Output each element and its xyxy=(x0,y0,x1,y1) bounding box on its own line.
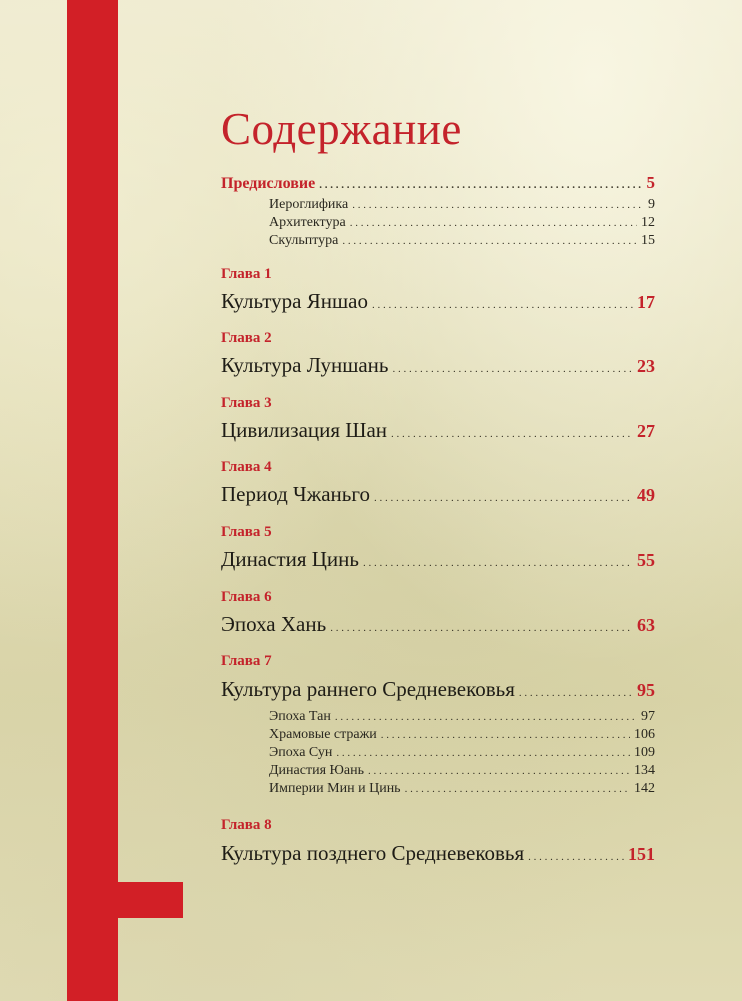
chapter-title: Цивилизация Шан xyxy=(221,418,388,442)
dot-leader xyxy=(335,711,637,723)
chapter-label: Глава 5 xyxy=(221,524,272,540)
chapter-label: Глава 7 xyxy=(221,653,272,669)
toc-subentry[interactable] xyxy=(269,709,655,725)
chapter-label: Глава 3 xyxy=(221,395,272,411)
toc-subentry-label: Скульптура xyxy=(269,233,339,248)
toc-subentry-label: Иероглифика xyxy=(269,197,349,212)
chapter-title: Культура Яншао xyxy=(221,289,368,313)
red-horizontal-bar xyxy=(67,882,183,918)
toc-page-number: 109 xyxy=(634,745,655,760)
toc-page-number: 151 xyxy=(628,844,655,864)
dot-leader xyxy=(352,199,644,211)
toc-page-number: 15 xyxy=(641,233,655,248)
dot-leader xyxy=(363,557,633,569)
toc-subentry[interactable] xyxy=(269,233,655,249)
toc-subentry[interactable] xyxy=(269,745,655,761)
toc-page-number: 5 xyxy=(646,173,655,192)
toc-subentry-label: Архитектура xyxy=(269,215,346,230)
toc-entry-chapter-7[interactable] xyxy=(221,677,655,702)
dot-leader xyxy=(405,783,630,795)
toc-subentry-label: Храмовые стражи xyxy=(269,727,377,742)
dot-leader xyxy=(374,492,633,504)
chapter-title: Культура раннего Средневековья xyxy=(221,677,515,701)
dot-leader xyxy=(391,428,633,440)
toc-page-number: 63 xyxy=(637,615,655,635)
toc-page-number: 106 xyxy=(634,727,655,742)
toc-entry-preface[interactable] xyxy=(221,173,655,193)
toc-page-number: 12 xyxy=(641,215,655,230)
red-vertical-bar xyxy=(67,0,118,1001)
toc-entry-chapter-8[interactable] xyxy=(221,841,655,866)
toc-subentry-label: Эпоха Сун xyxy=(269,745,333,760)
dot-leader xyxy=(381,729,630,741)
toc-page-number: 55 xyxy=(637,550,655,570)
toc-page-number: 142 xyxy=(634,781,655,796)
chapter-title: Культура Луншань xyxy=(221,353,389,377)
toc-page-number: 134 xyxy=(634,763,655,778)
chapter-title: Эпоха Хань xyxy=(221,612,327,636)
dot-leader xyxy=(393,363,634,375)
chapter-label: Глава 1 xyxy=(221,266,272,282)
toc-subentry-label: Эпоха Тан xyxy=(269,709,331,724)
toc-page-number: 17 xyxy=(637,292,655,312)
chapter-label: Глава 8 xyxy=(221,817,272,833)
dot-leader xyxy=(372,299,633,311)
chapter-label: Глава 2 xyxy=(221,330,272,346)
dot-leader xyxy=(336,747,630,759)
toc-page-number: 97 xyxy=(641,709,655,724)
toc-subentry[interactable] xyxy=(269,197,655,213)
toc-subentry[interactable] xyxy=(269,781,655,797)
toc-entry-label: Предисловие xyxy=(221,175,316,192)
chapter-title: Династия Цинь xyxy=(221,547,359,571)
toc-page-number: 49 xyxy=(637,485,655,505)
dot-leader xyxy=(350,217,637,229)
toc-entry-chapter-1[interactable] xyxy=(221,289,655,314)
toc-subentry[interactable] xyxy=(269,215,655,231)
toc-subentry-label: Империи Мин и Цинь xyxy=(269,781,401,796)
dot-leader xyxy=(330,622,633,634)
chapter-title: Период Чжаньго xyxy=(221,482,370,506)
page-title: Содержание xyxy=(221,104,462,154)
toc-subentry-label: Династия Юань xyxy=(269,763,364,778)
toc-entry-chapter-2[interactable] xyxy=(221,353,655,378)
toc-page-number: 23 xyxy=(637,356,655,376)
toc-page-number: 9 xyxy=(648,197,655,212)
toc-subentry[interactable] xyxy=(269,727,655,743)
dot-leader xyxy=(519,687,633,699)
dot-leader xyxy=(368,765,630,777)
toc-entry-chapter-4[interactable] xyxy=(221,482,655,507)
dot-leader xyxy=(342,235,637,247)
dot-leader xyxy=(528,851,624,863)
toc-page-number: 95 xyxy=(637,680,655,700)
toc-entry-chapter-6[interactable] xyxy=(221,612,655,637)
toc-page-number: 27 xyxy=(637,421,655,441)
toc-subentry[interactable] xyxy=(269,763,655,779)
dot-leader xyxy=(319,179,642,191)
chapter-title: Культура позднего Средневековья xyxy=(221,841,525,865)
chapter-label: Глава 4 xyxy=(221,459,272,475)
toc-entry-chapter-5[interactable] xyxy=(221,547,655,572)
toc-entry-chapter-3[interactable] xyxy=(221,418,655,443)
chapter-label: Глава 6 xyxy=(221,589,272,605)
